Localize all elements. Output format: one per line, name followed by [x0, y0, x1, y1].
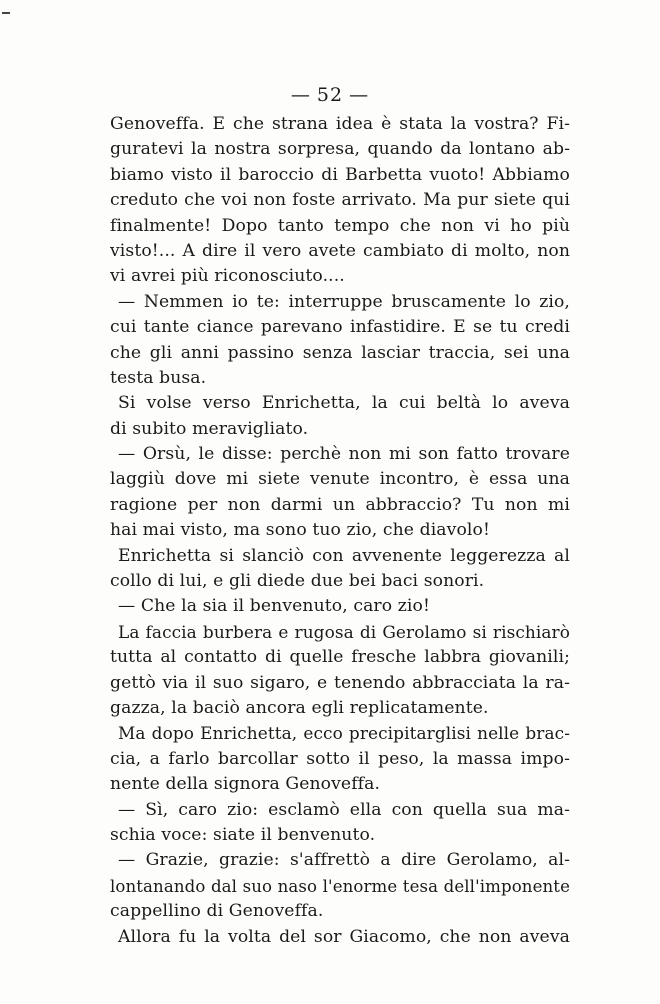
text-line: gettò via il suo sigaro, e tenendo abbracciata la ra- — [110, 672, 570, 693]
text-line: cia, a farlo barcollar sotto il peso, la massa impo- — [110, 748, 570, 769]
text-line: gazza, la baciò ancora egli replicatamente. — [110, 697, 489, 718]
text-line: tutta al contatto di quelle fresche labbra giovanili; — [110, 647, 570, 668]
text-line: testa busa. — [110, 367, 207, 388]
text-line: Genoveffa. E che strana idea è stata la vostra? Fi- — [110, 114, 570, 134]
text-line: visto!... A dire il vero avete cambiato di molto, non — [110, 240, 570, 261]
text-line: — Sì, caro zio: esclamò ella con quella sua ma- — [118, 799, 570, 820]
page-number-dash-right: — — [349, 84, 370, 106]
text-line: ragione per non darmi un abbraccio? Tu non mi — [110, 494, 570, 515]
text-line: hai mai visto, ma sono tuo zio, che diavolo! — [110, 520, 490, 541]
text-line: cappellino di Genoveffa. — [110, 901, 324, 922]
text-line: — Grazie, grazie: s'affrettò a dire Gerolamo, al- — [118, 850, 570, 871]
text-line: laggiù dove mi siete venute incontro, è essa una — [110, 469, 570, 490]
text-line: cui tante ciance parevano infastidire. E se tu credi — [110, 317, 570, 338]
scan-edge-mark — [2, 12, 10, 14]
text-line: Enrichetta si slanciò con avvenente leggerezza al — [118, 545, 570, 566]
text-line: Ma dopo Enrichetta, ecco precipitarglisi nelle brac- — [118, 723, 570, 744]
text-line: La faccia burbera e rugosa di Gerolamo si rischiarò — [118, 621, 570, 642]
page-number-dash-left: — — [290, 84, 311, 106]
text-line: Si volse verso Enrichetta, la cui beltà lo aveva — [118, 393, 570, 414]
text-line: creduto che voi non foste arrivato. Ma pur siete qui — [110, 190, 570, 211]
text-line: — Che la sia il benvenuto, caro zio! — [118, 596, 430, 617]
text-line: — Orsù, le disse: perchè non mi son fatto trovare — [118, 444, 570, 465]
body-text — [110, 112, 570, 950]
text-line: guratevi la nostra sorpresa, quando da lontano ab- — [110, 139, 570, 160]
text-line: biamo visto il baroccio di Barbetta vuoto! Abbiamo — [110, 164, 570, 185]
text-line: — Nemmen io te: interruppe bruscamente lo zio, — [118, 291, 570, 312]
text-line: vi avrei più riconosciuto.... — [110, 266, 345, 287]
text-line: schia voce: siate il benvenuto. — [110, 824, 376, 845]
text-line: finalmente! Dopo tanto tempo che non vi ho più — [110, 215, 570, 236]
page-number-value: 52 — [316, 84, 344, 106]
page-number — [0, 84, 660, 106]
text-line: collo di lui, e gli diede due bei baci sonori. — [110, 571, 485, 592]
text-line: di subito meravigliato. — [110, 418, 309, 439]
text-line: Allora fu la volta del sor Giacomo, che non aveva — [118, 926, 570, 947]
text-line: che gli anni passino senza lasciar traccia, sei una — [110, 342, 570, 363]
text-line: lontanando dal suo naso l'enorme tesa dell'imponente — [110, 876, 570, 896]
text-line: nente della signora Genoveffa. — [110, 774, 381, 795]
